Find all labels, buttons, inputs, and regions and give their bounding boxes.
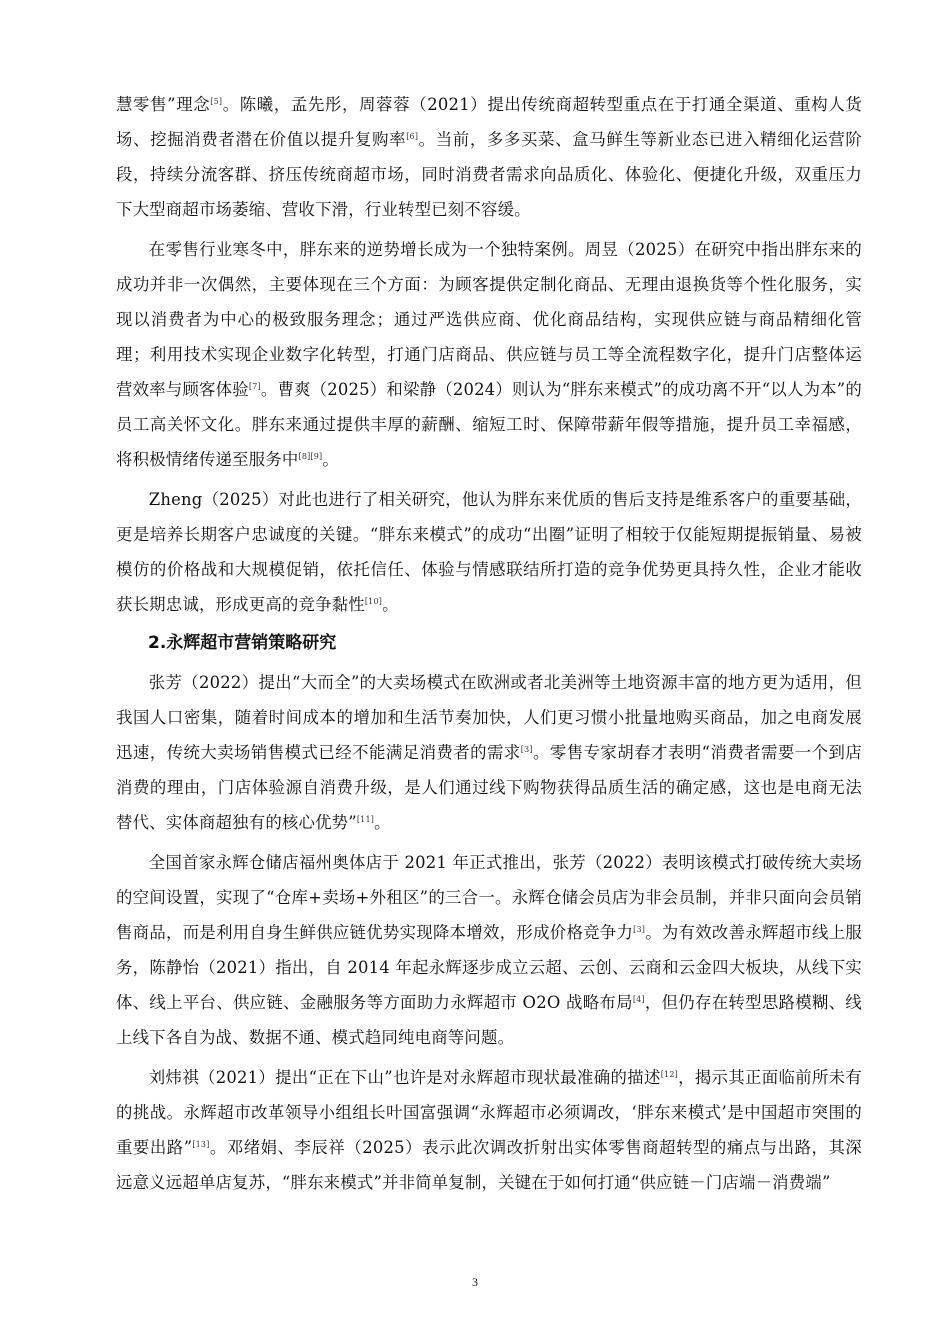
paragraph-text: Zheng（2025）对此也进行了相关研究，他认为胖东来优质的售后支持是维系客户的重要基础，更是培养长期客户忠诚度的关键。“胖东来模式”的成功“出圈”证明了相较于仅能短期提振销量、易被模仿的价格战和大规模促销，依托信任、体验与情感联结所打造的竞争优势更具持久性，企业才能收获长期忠诚，形成更高的竞争黏性 bbox=[116, 490, 862, 614]
citation-ref: [11] bbox=[356, 815, 375, 824]
paragraph-1 bbox=[116, 87, 862, 227]
citation-ref: [4] bbox=[632, 995, 645, 1004]
paragraph-text: 刘炜祺（2021）提出“正在下山”也许是对永辉超市现状最准确的描述 bbox=[148, 1068, 661, 1087]
citation-ref: [5] bbox=[210, 97, 223, 106]
paragraph-text: 。零售专家胡春才表明“消费者需要一个到店消费的理由，门店体验源自消费升级，是人们通过线下购物获得品质生活的确定感，这也是电商无法替代、实体商超独有的核心优势” bbox=[116, 743, 862, 832]
paragraph-text: 全国首家永辉仓储店福州奥体店于 2021 年正式推出，张芳（2022）表明该模式打破传统大卖场的空间设置，实现了“仓库+卖场+外租区”的三合一。永辉仓储会员店为非会员制，并非只面向会员销售商品，而是利用自身生鲜供应链优势实现降本增效，形成价格竞争力 bbox=[116, 853, 862, 942]
page-number: 3 bbox=[472, 1275, 478, 1289]
paragraph-text: ，但仍存在转型思路模糊、线上线下各自为战、数据不通、模式趋同纯电商等问题。 bbox=[116, 993, 862, 1047]
paragraph-text: 。 bbox=[374, 813, 391, 832]
citation-ref: [6] bbox=[406, 132, 419, 141]
paragraph-text: 在零售行业寒冬中，胖东来的逆势增长成为一个独特案例。周昱（2025）在研究中指出胖东来的成功并非一次偶然，主要体现在三个方面：为顾客提供定制化商品、无理由退换货等个性化服务，实现以消费者为中心的极致服务理念；通过严选供应商、优化商品结构，实现供应链与商品精细化管理；利用技术实现企业数字化转型，打通门店商品、供应链与员工等全流程数字化，提升门店整体运营效率与顾客体验 bbox=[116, 240, 862, 399]
document-body bbox=[116, 87, 862, 1200]
paragraph-text: 。曹爽（2025）和梁静（2024）则认为“胖东来模式”的成功离不开“以人为本”的员工高关怀文化。胖东来通过提供丰厚的薪酬、缩短工时、保障带薪年假等措施，提升员工幸福感，将积极情绪传递至服务中 bbox=[116, 380, 862, 469]
citation-ref: [8][9] bbox=[298, 452, 323, 461]
citation-ref: [3] bbox=[633, 925, 646, 934]
paragraph-text: 。邓绪娟、李辰祥（2025）表示此次调改折射出实体零售商超转型的痛点与出路，其深远意义远超单店复苏，“胖东来模式”并非简单复制，关键在于如何打通“供应链－门店端－消费端” bbox=[116, 1138, 862, 1192]
paragraph-6 bbox=[116, 1060, 862, 1200]
citation-ref: [7] bbox=[248, 382, 261, 391]
citation-ref: [3] bbox=[520, 745, 533, 754]
paragraph-text: 。为有效改善永辉超市线上服务，陈静怡（2021）指出，自 2014 年起永辉逐步成立云超、云创、云商和云金四大板块，从线下实体、线上平台、供应链、金融服务等方面助力永辉超市 O2O 战略布局 bbox=[116, 923, 862, 1012]
paragraph-text: ，揭示其正面临前所未有的挑战。永辉超市改革领导小组组长叶国富强调“永辉超市必须调改，‘胖东来模式’是中国超市突围的重要出路” bbox=[116, 1068, 863, 1157]
paragraph-text: 。当前，多多买菜、盒马鲜生等新业态已进入精细化运营阶段，持续分流客群、挤压传统商超市场，同时消费者需求向品质化、体验化、便捷化升级，双重压力下大型商超市场萎缩、营收下滑，行业转型已刻不容缓。 bbox=[116, 130, 863, 219]
paragraph-5 bbox=[116, 845, 862, 1055]
paragraph-3 bbox=[116, 482, 862, 622]
citation-ref: [12] bbox=[660, 1070, 678, 1079]
paragraph-4 bbox=[116, 665, 862, 840]
citation-ref: [10] bbox=[364, 597, 383, 606]
citation-ref: [13] bbox=[192, 1140, 210, 1149]
paragraph-text: 张芳（2022）提出“大而全”的大卖场模式在欧洲或者北美洲等土地资源丰富的地方更为适用，但我国人口密集，随着时间成本的增加和生活节奏加快，人们更习惯小批量地购买商品，加之电商发展迅速，传统大卖场销售模式已经不能满足消费者的需求 bbox=[116, 673, 862, 762]
paragraph-text: 慧零售”理念 bbox=[116, 95, 211, 114]
paragraph-text: 。 bbox=[382, 595, 399, 614]
section-heading: 2.永辉超市营销策略研究 bbox=[148, 633, 337, 653]
paragraph-text: 。 bbox=[322, 450, 339, 469]
paragraph-text: 。陈曦，孟先彤，周蓉蓉（2021）提出传统商超转型重点在于打通全渠道、重构人货场、挖掘消费者潜在价值以提升复购率 bbox=[116, 95, 862, 149]
paragraph-2 bbox=[116, 232, 862, 477]
